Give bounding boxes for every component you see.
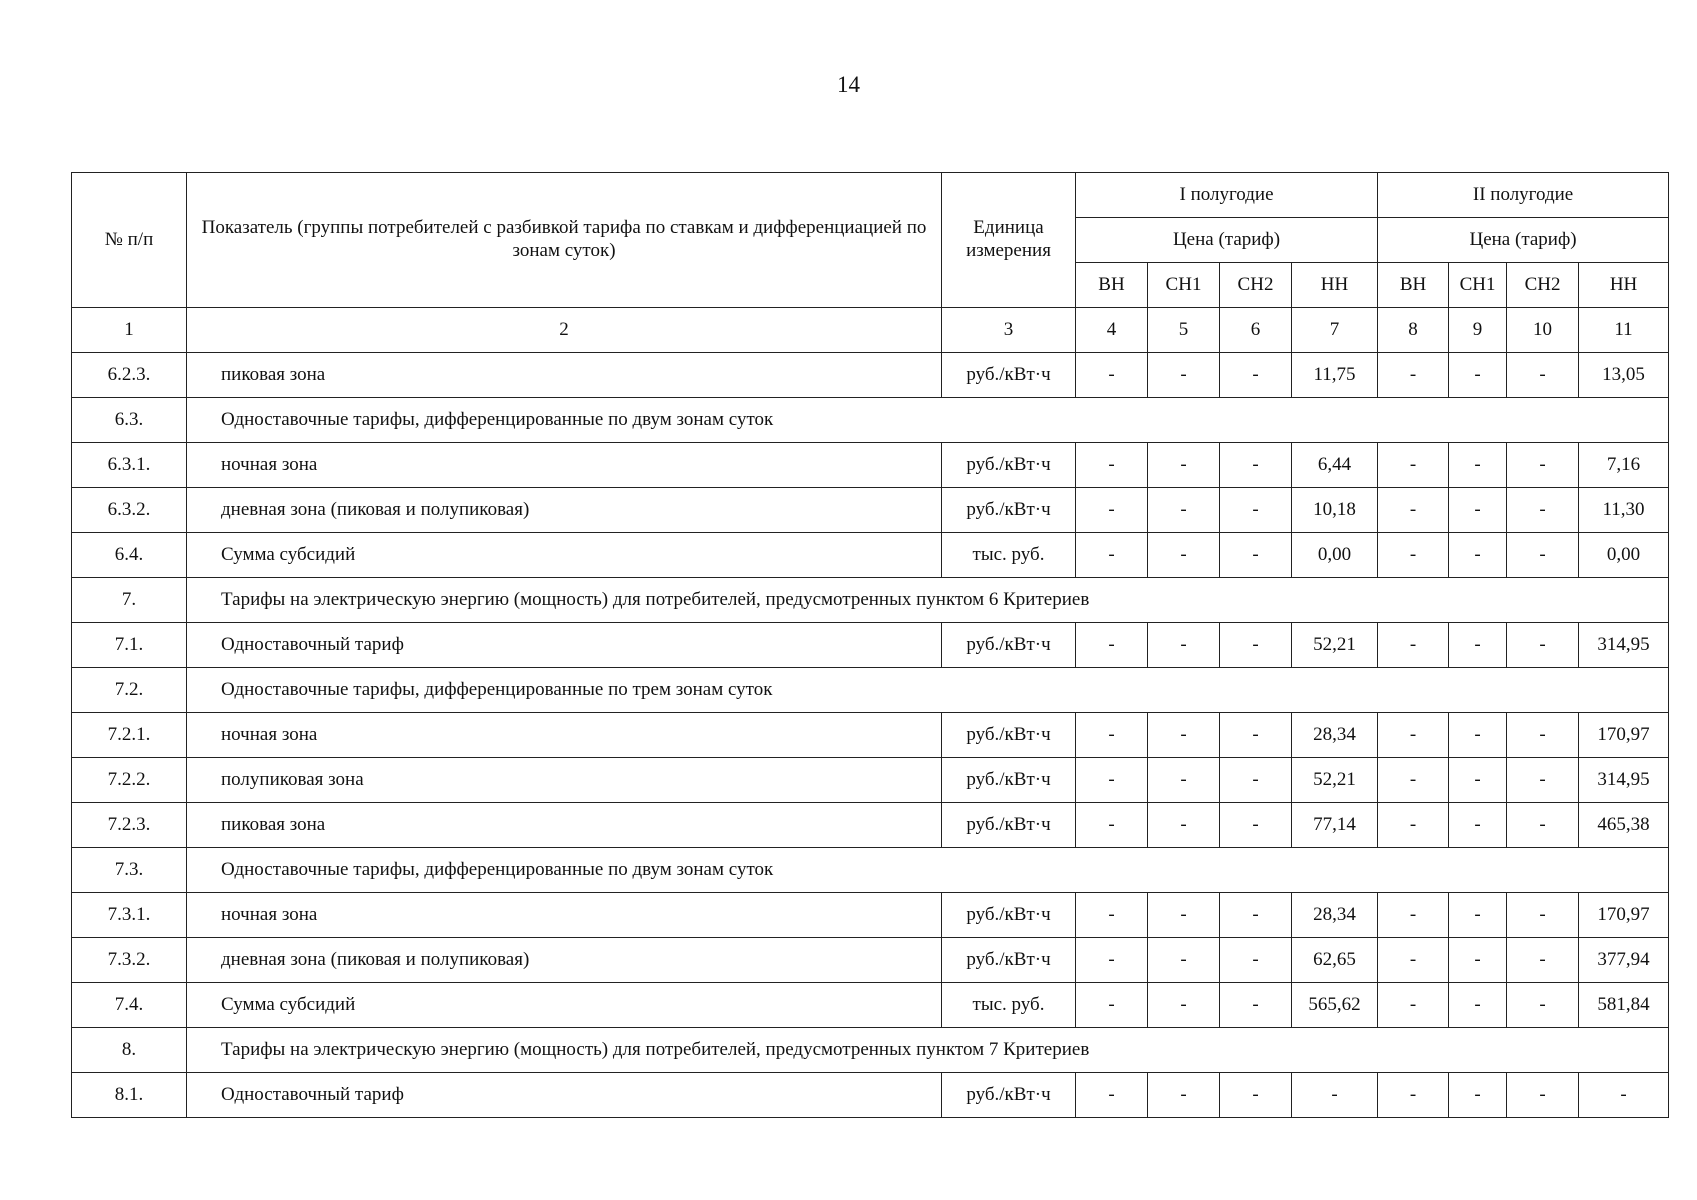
value-cell: - [1076, 983, 1148, 1028]
table-row [72, 443, 1669, 488]
unit-cell: тыс. руб. [942, 983, 1076, 1028]
section-row [72, 578, 1669, 623]
indicator-name: ночная зона [187, 443, 942, 488]
table-row [72, 623, 1669, 668]
value-cell: - [1076, 803, 1148, 848]
column-number: 10 [1507, 308, 1579, 353]
value-cell: - [1220, 533, 1292, 578]
value-cell: 465,38 [1579, 803, 1669, 848]
value-cell: - [1148, 488, 1220, 533]
header-price-2: Цена (тариф) [1378, 218, 1669, 263]
indicator-name: Сумма субсидий [187, 533, 942, 578]
row-number: 8. [72, 1028, 187, 1073]
row-number: 7. [72, 578, 187, 623]
header-level-vn-2: ВН [1378, 263, 1449, 308]
value-cell: - [1076, 623, 1148, 668]
table-row [72, 713, 1669, 758]
section-title: Тарифы на электрическую энергию (мощность) для потребителей, предусмотренных пунктом 6 Критериев [187, 578, 1669, 623]
value-cell: 10,18 [1292, 488, 1378, 533]
header-level-vn-1: ВН [1076, 263, 1148, 308]
column-number: 3 [942, 308, 1076, 353]
value-cell: - [1148, 623, 1220, 668]
header-indicator: Показатель (группы потребителей с разбивкой тарифа по ставкам и дифференциацией по зонам суток) [187, 173, 942, 308]
row-number: 7.2.1. [72, 713, 187, 758]
value-cell: 13,05 [1579, 353, 1669, 398]
value-cell: 11,75 [1292, 353, 1378, 398]
value-cell: - [1220, 443, 1292, 488]
table-row [72, 803, 1669, 848]
column-number-row [72, 308, 1669, 353]
indicator-name: дневная зона (пиковая и полупиковая) [187, 938, 942, 983]
unit-cell: руб./кВт·ч [942, 443, 1076, 488]
value-cell: - [1449, 488, 1507, 533]
value-cell: - [1076, 893, 1148, 938]
value-cell: - [1507, 893, 1579, 938]
column-number: 8 [1378, 308, 1449, 353]
column-number: 11 [1579, 308, 1669, 353]
value-cell: - [1449, 713, 1507, 758]
section-title: Одноставочные тарифы, дифференцированные по трем зонам суток [187, 668, 1669, 713]
header-level-sn1-2: СН1 [1449, 263, 1507, 308]
row-number: 6.2.3. [72, 353, 187, 398]
value-cell: - [1220, 488, 1292, 533]
unit-cell: руб./кВт·ч [942, 623, 1076, 668]
value-cell: - [1148, 443, 1220, 488]
row-number: 6.4. [72, 533, 187, 578]
page-number: 14 [837, 72, 860, 97]
value-cell: - [1449, 443, 1507, 488]
value-cell: - [1507, 443, 1579, 488]
value-cell: - [1148, 758, 1220, 803]
value-cell: - [1220, 353, 1292, 398]
value-cell: - [1507, 1073, 1579, 1118]
row-number: 7.4. [72, 983, 187, 1028]
section-title: Тарифы на электрическую энергию (мощность) для потребителей, предусмотренных пунктом 7 Критериев [187, 1028, 1669, 1073]
value-cell: - [1292, 1073, 1378, 1118]
row-number: 7.3. [72, 848, 187, 893]
indicator-name: полупиковая зона [187, 758, 942, 803]
value-cell: - [1220, 623, 1292, 668]
value-cell: - [1507, 533, 1579, 578]
value-cell: - [1378, 758, 1449, 803]
value-cell: 565,62 [1292, 983, 1378, 1028]
indicator-name: ночная зона [187, 713, 942, 758]
indicator-name: пиковая зона [187, 803, 942, 848]
unit-cell: тыс. руб. [942, 533, 1076, 578]
value-cell: 6,44 [1292, 443, 1378, 488]
value-cell: - [1449, 803, 1507, 848]
value-cell: - [1076, 713, 1148, 758]
value-cell: - [1378, 533, 1449, 578]
unit-cell: руб./кВт·ч [942, 803, 1076, 848]
value-cell: - [1507, 803, 1579, 848]
section-title: Одноставочные тарифы, дифференцированные по двум зонам суток [187, 848, 1669, 893]
value-cell: - [1507, 758, 1579, 803]
row-number: 6.3. [72, 398, 187, 443]
value-cell: - [1220, 983, 1292, 1028]
column-number: 6 [1220, 308, 1292, 353]
value-cell: - [1449, 983, 1507, 1028]
value-cell: 62,65 [1292, 938, 1378, 983]
value-cell: 7,16 [1579, 443, 1669, 488]
value-cell: - [1076, 353, 1148, 398]
value-cell: 28,34 [1292, 713, 1378, 758]
value-cell: - [1378, 1073, 1449, 1118]
value-cell: - [1507, 938, 1579, 983]
value-cell: - [1220, 758, 1292, 803]
indicator-name: Одноставочный тариф [187, 1073, 942, 1118]
value-cell: - [1076, 488, 1148, 533]
value-cell: - [1076, 443, 1148, 488]
column-number: 9 [1449, 308, 1507, 353]
table-row [72, 533, 1669, 578]
header-level-nn-1: НН [1292, 263, 1378, 308]
value-cell: - [1148, 353, 1220, 398]
value-cell: - [1148, 983, 1220, 1028]
row-number: 7.3.1. [72, 893, 187, 938]
value-cell: 77,14 [1292, 803, 1378, 848]
value-cell: - [1220, 713, 1292, 758]
table-body [72, 353, 1669, 1118]
table-row [72, 938, 1669, 983]
value-cell: 52,21 [1292, 623, 1378, 668]
column-number: 7 [1292, 308, 1378, 353]
value-cell: - [1076, 1073, 1148, 1118]
indicator-name: дневная зона (пиковая и полупиковая) [187, 488, 942, 533]
value-cell: - [1220, 938, 1292, 983]
header-level-sn2-1: СН2 [1220, 263, 1292, 308]
value-cell: - [1507, 983, 1579, 1028]
table-header [72, 173, 1669, 353]
header-level-sn2-2: СН2 [1507, 263, 1579, 308]
value-cell: 28,34 [1292, 893, 1378, 938]
value-cell: - [1148, 893, 1220, 938]
header-half-2: II полугодие [1378, 173, 1669, 218]
unit-cell: руб./кВт·ч [942, 488, 1076, 533]
value-cell: 581,84 [1579, 983, 1669, 1028]
unit-cell: руб./кВт·ч [942, 758, 1076, 803]
value-cell: - [1220, 803, 1292, 848]
value-cell: - [1378, 353, 1449, 398]
row-number: 7.1. [72, 623, 187, 668]
value-cell: - [1148, 533, 1220, 578]
value-cell: - [1076, 758, 1148, 803]
table-row [72, 488, 1669, 533]
value-cell: 0,00 [1579, 533, 1669, 578]
unit-cell: руб./кВт·ч [942, 713, 1076, 758]
value-cell: - [1449, 533, 1507, 578]
header-level-sn1-1: СН1 [1148, 263, 1220, 308]
value-cell: - [1449, 758, 1507, 803]
section-title: Одноставочные тарифы, дифференцированные по двум зонам суток [187, 398, 1669, 443]
unit-cell: руб./кВт·ч [942, 938, 1076, 983]
row-number: 7.2.3. [72, 803, 187, 848]
row-number: 7.2.2. [72, 758, 187, 803]
row-number: 6.3.2. [72, 488, 187, 533]
table-row [72, 758, 1669, 803]
unit-cell: руб./кВт·ч [942, 893, 1076, 938]
column-number: 2 [187, 308, 942, 353]
section-row [72, 668, 1669, 713]
indicator-name: Сумма субсидий [187, 983, 942, 1028]
value-cell: - [1220, 893, 1292, 938]
header-half-1: I полугодие [1076, 173, 1378, 218]
value-cell: - [1076, 938, 1148, 983]
value-cell: - [1076, 533, 1148, 578]
row-number: 8.1. [72, 1073, 187, 1118]
value-cell: - [1507, 713, 1579, 758]
value-cell: - [1148, 803, 1220, 848]
value-cell: - [1378, 983, 1449, 1028]
indicator-name: ночная зона [187, 893, 942, 938]
value-cell: - [1507, 623, 1579, 668]
value-cell: - [1378, 893, 1449, 938]
row-number: 7.2. [72, 668, 187, 713]
header-price-1: Цена (тариф) [1076, 218, 1378, 263]
value-cell: 314,95 [1579, 758, 1669, 803]
value-cell: - [1449, 938, 1507, 983]
row-number: 7.3.2. [72, 938, 187, 983]
section-row [72, 1028, 1669, 1073]
unit-cell: руб./кВт·ч [942, 353, 1076, 398]
value-cell: - [1449, 1073, 1507, 1118]
unit-cell: руб./кВт·ч [942, 1073, 1076, 1118]
table-row [72, 1073, 1669, 1118]
tariff-table [71, 172, 1669, 1118]
value-cell: - [1507, 353, 1579, 398]
header-num: № п/п [72, 173, 187, 308]
value-cell: 170,97 [1579, 893, 1669, 938]
column-number: 1 [72, 308, 187, 353]
value-cell: - [1378, 443, 1449, 488]
indicator-name: пиковая зона [187, 353, 942, 398]
value-cell: 314,95 [1579, 623, 1669, 668]
value-cell: - [1220, 1073, 1292, 1118]
indicator-name: Одноставочный тариф [187, 623, 942, 668]
value-cell: - [1378, 938, 1449, 983]
value-cell: - [1148, 1073, 1220, 1118]
value-cell: - [1449, 893, 1507, 938]
column-number: 5 [1148, 308, 1220, 353]
row-number: 6.3.1. [72, 443, 187, 488]
section-row [72, 848, 1669, 893]
value-cell: - [1378, 803, 1449, 848]
header-unit: Единица измерения [942, 173, 1076, 308]
value-cell: 52,21 [1292, 758, 1378, 803]
value-cell: - [1148, 938, 1220, 983]
value-cell: 0,00 [1292, 533, 1378, 578]
value-cell: - [1449, 353, 1507, 398]
value-cell: 11,30 [1579, 488, 1669, 533]
value-cell: - [1579, 1073, 1669, 1118]
table-row [72, 983, 1669, 1028]
column-number: 4 [1076, 308, 1148, 353]
value-cell: - [1378, 623, 1449, 668]
value-cell: - [1378, 488, 1449, 533]
value-cell: - [1449, 623, 1507, 668]
value-cell: 170,97 [1579, 713, 1669, 758]
section-row [72, 398, 1669, 443]
value-cell: 377,94 [1579, 938, 1669, 983]
table-row [72, 353, 1669, 398]
value-cell: - [1507, 488, 1579, 533]
value-cell: - [1378, 713, 1449, 758]
table-row [72, 893, 1669, 938]
header-level-nn-2: НН [1579, 263, 1669, 308]
value-cell: - [1148, 713, 1220, 758]
